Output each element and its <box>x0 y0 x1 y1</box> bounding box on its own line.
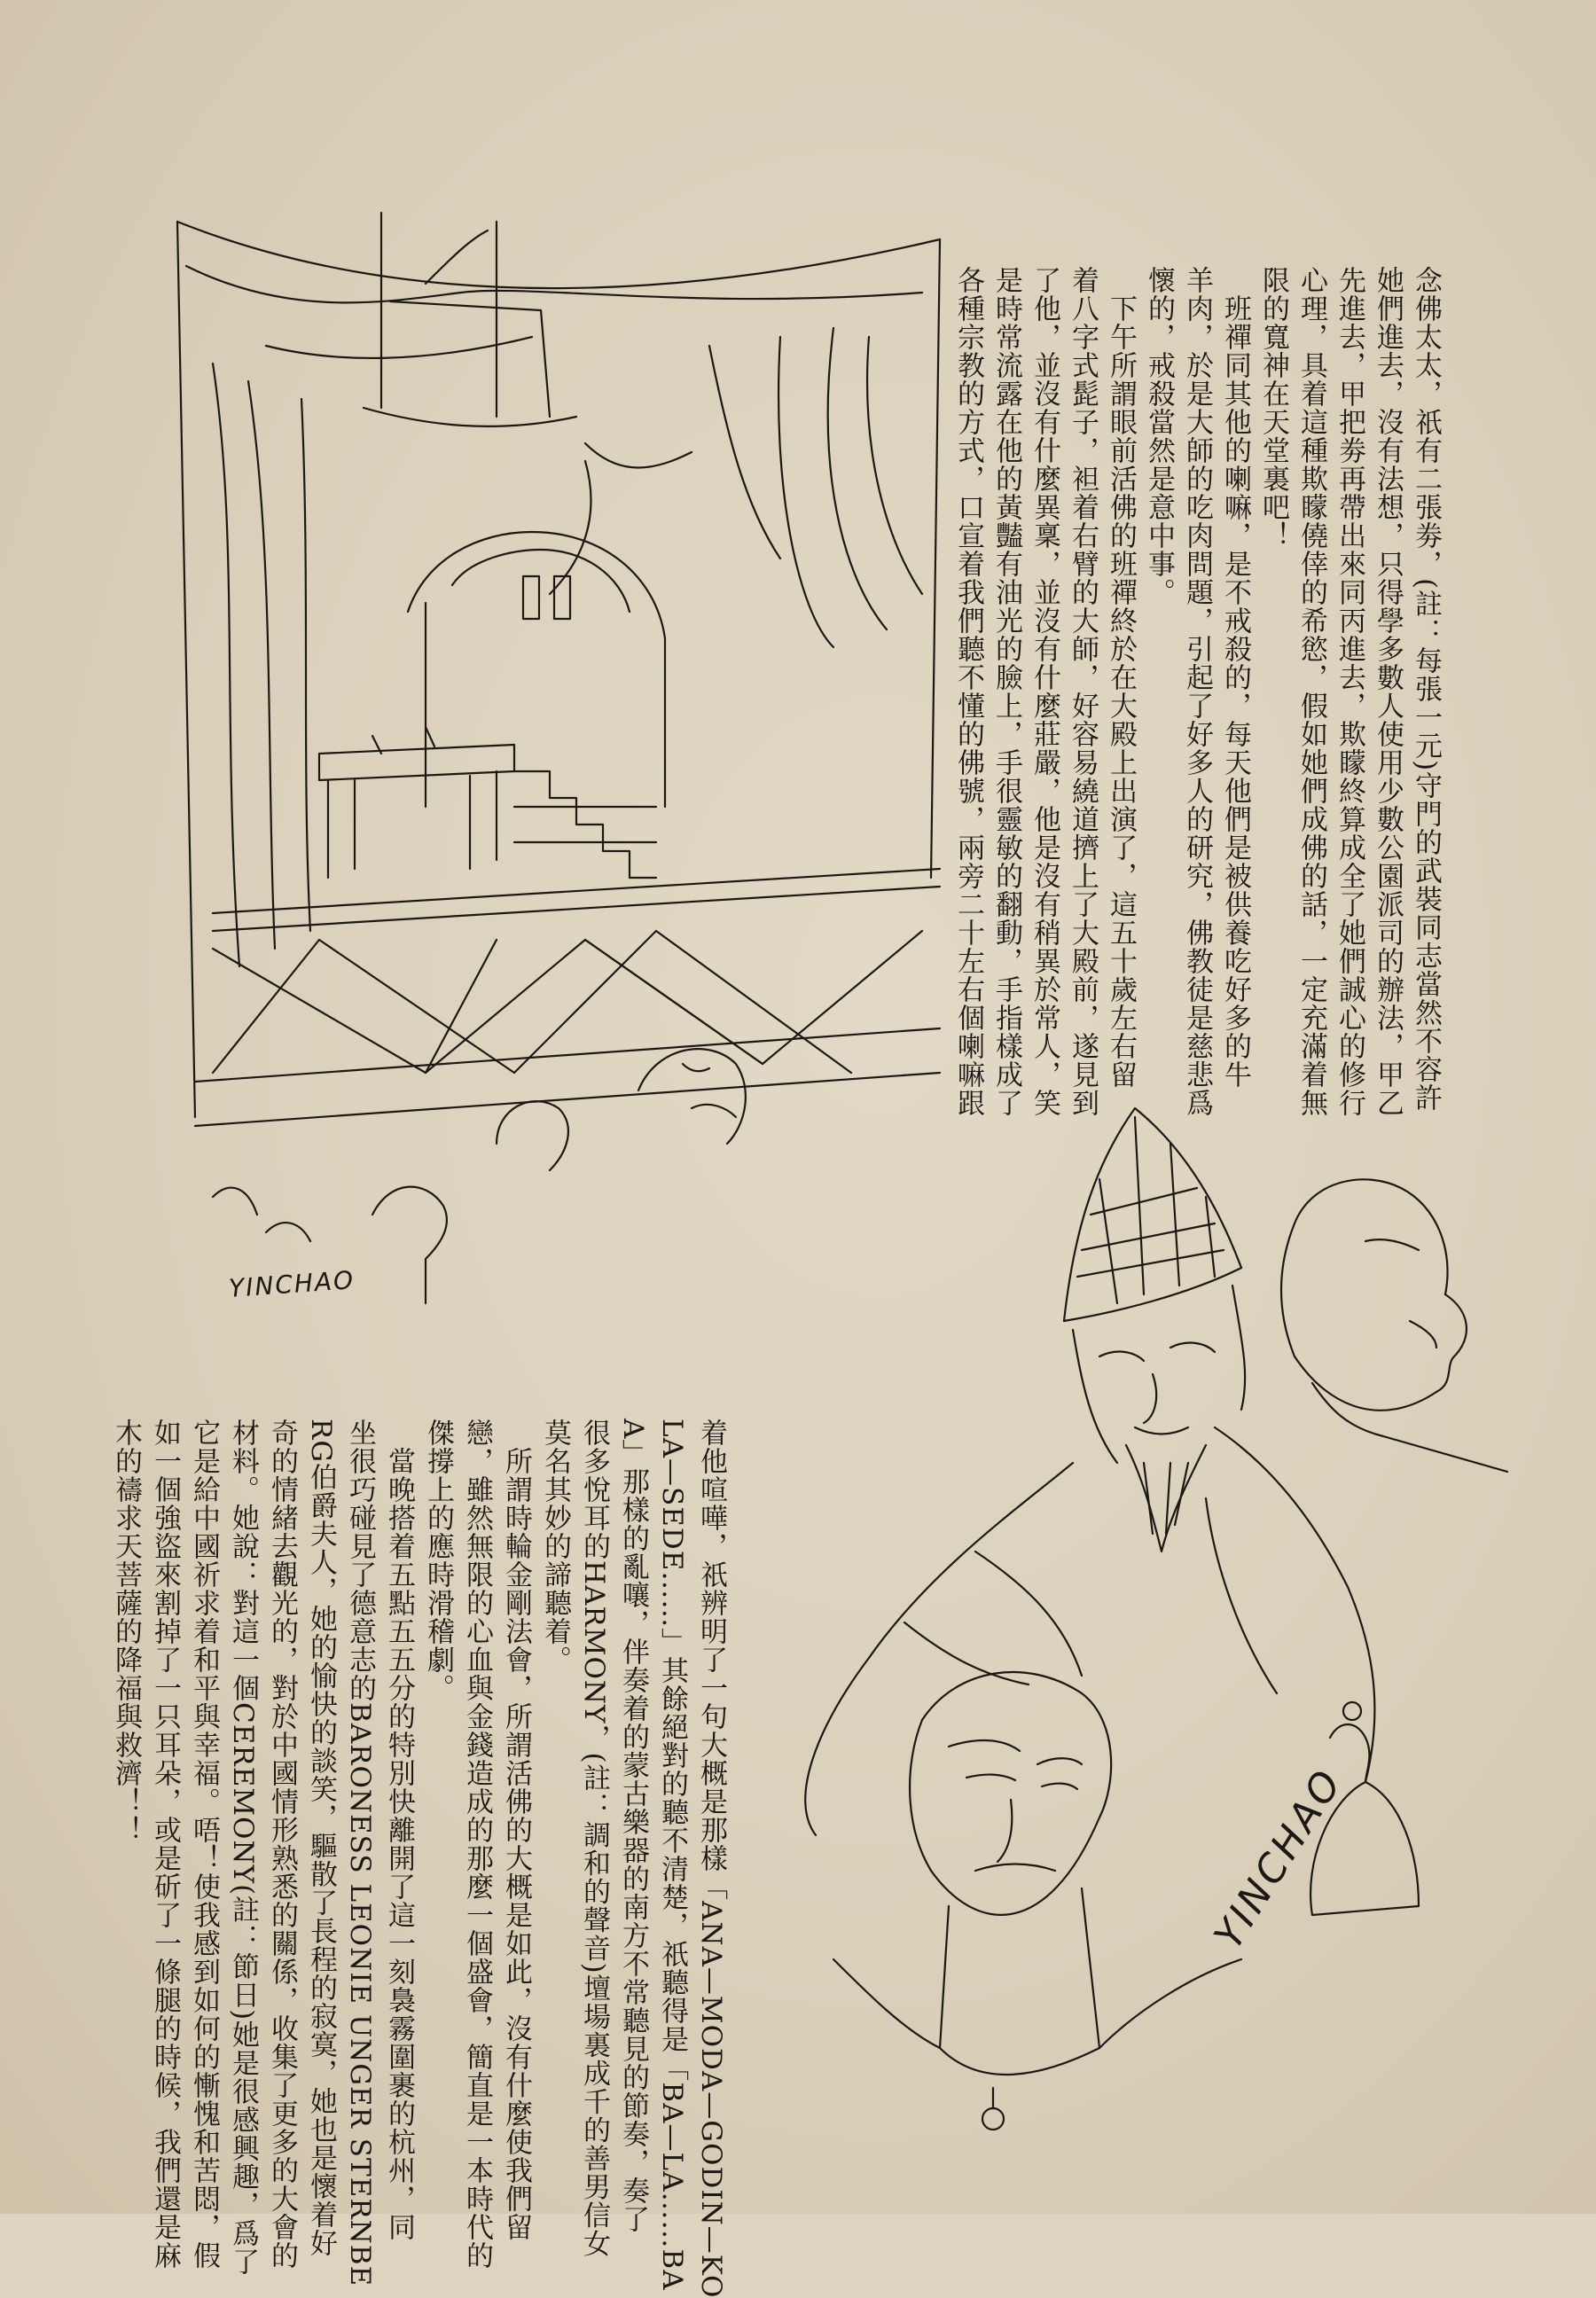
text-column: 她們進去，沒有法想，只得學多數人使用少數公園派司的辦法，甲乙 <box>1372 266 1404 1117</box>
text-column: 下午所謂眼前活佛的班禪終於在大殿上出演了，這五十歲左右留 <box>1105 266 1137 1089</box>
text-column: RG伯爵夫人，她的愉快的談笑，驅散了長程的寂寞，她也是懷着好 <box>305 1419 337 2258</box>
text-column: 着八字式髭子，袒着右臂的大師，好容易繞道擠上了大殿前，遂見到 <box>1067 266 1099 1117</box>
text-column: 心理，具着這種欺矇僥倖的希慾，假如她們成佛的話，一定充滿着無 <box>1295 266 1327 1117</box>
text-column: A」那樣的亂嚷，伴奏着的蒙古樂器的南方不常聽見的節奏，奏了 <box>617 1419 649 2234</box>
text-column: 先進去，甲把劵再帶出來同丙進去，欺矇終算成全了她們誠心的修行 <box>1334 266 1365 1117</box>
text-column: 了他，並沒有什麼異稟，並沒有什麼莊嚴，他是沒有稍異於常人，笑 <box>1029 266 1060 1117</box>
text-column: 傑撐上的應時滑稽劇。 <box>422 1419 454 1702</box>
text-column: 班禪同其他的喇嘛，是不戒殺的，每天他們是被供養吃好多的牛 <box>1219 266 1251 1089</box>
lama-portrait-illustration <box>798 1090 1569 2163</box>
text-column: 念佛太太，祇有二張劵，(註：每張一元)守門的武裝同志當然不容許 <box>1410 266 1442 1113</box>
text-column: 它是給中國祈求着和平與幸福。唔！使我感到如何的慚愧和苦悶，假 <box>188 1419 220 2270</box>
text-column: 羊肉，於是大師的吃肉問題，引起了好多人的研究，佛教徒是慈悲爲 <box>1181 266 1213 1117</box>
text-column: 各種宗教的方式，口宣着我們聽不懂的佛號，兩旁二十左右個喇嘛跟 <box>952 266 984 1117</box>
text-column: 戀，雖然無限的心血與金錢造成的那麼一個盛會，簡直是一本時代的 <box>461 1419 493 2270</box>
text-column: 坐很巧碰見了德意志的BARONESS LEONIE UNGER STERNBE <box>344 1419 376 2287</box>
text-column: 懷的，戒殺當然是意中事。 <box>1143 266 1175 606</box>
text-column: 限的寬神在天堂裏吧！ <box>1257 266 1289 550</box>
text-column: 所謂時輪金剛法會，所謂活佛的大概是如此，沒有什麼使我們留 <box>500 1419 532 2241</box>
text-column: 着他喧嘩，祇辨明了一句大概是那樣「ANA—MODA—GODIN—KO <box>695 1419 727 2298</box>
text-column: 很多悅耳的HARMONY，(註：調和的聲音)壇場裏成千的善男信女 <box>578 1419 610 2258</box>
text-column: 是時常流露在他的黃豔有油光的臉上，手很靈敏的翻動，手指樣成了 <box>990 266 1022 1117</box>
text-column: 材料。她說：對這一個CEREMONY(註：節日)她是很感興趣，爲了 <box>227 1419 259 2277</box>
text-column: 莫名其妙的諦聽着。 <box>539 1419 571 1674</box>
artist-signature: YINCHAO <box>1206 1760 1352 1958</box>
artist-signature: YINCHAO <box>228 1265 356 1303</box>
text-column: LA—SEDE……」其餘絕對的聽不清楚，祇聽得是「BA—LA……BA <box>656 1419 688 2291</box>
text-column: 木的禱求天菩薩的降福與救濟！！ <box>110 1419 142 1844</box>
text-column: 奇的情緒去觀光的，對於中國情形熟悉的關係，收集了更多的大會的 <box>266 1419 298 2270</box>
text-column: 當晚搭着五點五五分的特別快離開了這一刻裊霧圍裹的杭州，同 <box>383 1419 415 2241</box>
text-column: 如一個強盜來割掉了一只耳朵，或是斫了一條腿的時候，我們還是麻 <box>149 1419 181 2270</box>
